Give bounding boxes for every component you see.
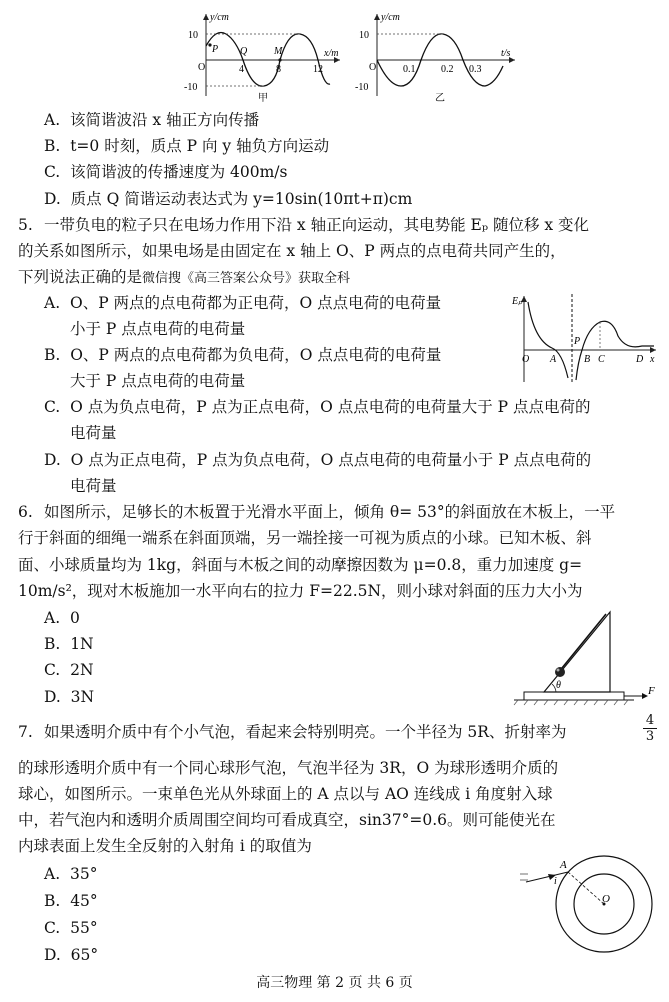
jia-point-p: P [212, 44, 219, 55]
q4-option-d: D. 质点 Q 简谐运动表达式为 y=10sin(10πt+π)cm [44, 190, 413, 208]
yi-x-label: t/s [501, 48, 511, 59]
figure-vibration-yi [355, 8, 525, 103]
q4-option-b: B. t=0 时刻，质点 P 向 y 轴负方向运动 [44, 137, 330, 155]
q4-option-c: C. 该简谐波的传播速度为 400m/s [44, 163, 288, 181]
q5-option-d: D. O 点为正点电荷，P 点为负点电荷，O 点点电荷的电荷量小于 P 点点电荷的 [44, 451, 592, 469]
figure-sphere [516, 852, 656, 962]
jia-caption: 甲 [258, 93, 268, 103]
jia-y-label: y/cm [210, 12, 229, 23]
q6-stem-line-2: 行于斜面的细绳一端系在斜面顶端，另一端拴接一可视为质点的小球。已知木板、斜 [18, 529, 592, 547]
jia-tick-y-bottom: -10 [184, 82, 198, 93]
q7-number: 7. [18, 723, 33, 741]
q7-option-a: A. 35° [44, 865, 98, 883]
q7-stem-line-2: 的球形透明介质中有一个同心球形气泡，气泡半径为 3R，O 为球形透明介质的 [18, 759, 559, 777]
jia-tick-y-top: 10 [188, 30, 198, 41]
q7-stem-line-1: 如果透明介质中有个小气泡，看起来会特别明亮。一个半径为 5R、折射率为 [44, 723, 567, 741]
q6-stem-line-1: 如图所示，足够长的木板置于光滑水平面上，倾角 θ= 53°的斜面放在木板上，一平 [44, 503, 616, 521]
ep-point-o: O [522, 354, 530, 365]
q7-stem-line-4: 中，若气泡内和透明介质周围空间均可看成真空，sin37°=0.6。则可能使光在 [18, 811, 556, 829]
yi-y-label: y/cm [381, 12, 400, 23]
q5-option-a-cont: 小于 P 点点电荷的电荷量 [70, 320, 246, 338]
yi-origin: O [369, 62, 377, 73]
jia-origin: O [198, 62, 206, 73]
q6-stem-line-4: 10m/s²，现对木板施加一水平向右的拉力 F=22.5N，则小球对斜面的压力大小为 [18, 582, 583, 600]
q6-number: 6. [18, 503, 33, 521]
jia-tick-x-12: 12 [313, 64, 323, 75]
figure-wave-jia [180, 8, 350, 103]
q6-option-c: C. 2N [44, 661, 94, 679]
figure-ep-x [512, 292, 660, 384]
yi-caption: 乙 [435, 93, 445, 103]
q6-stem-line-3: 面、小球质量均为 1kg，斜面与木板之间的动摩擦因数为 μ=0.8，重力加速度 g= [18, 556, 583, 574]
ep-point-a: A [550, 354, 557, 365]
yi-tick-x-2: 0.2 [441, 64, 454, 75]
q7-option-b: B. 45° [44, 892, 98, 910]
q5-option-c: C. O 点为负点电荷，P 点为正点电荷，O 点点电荷的电荷量大于 P 点点电荷的 [44, 398, 591, 416]
q5-stem-line-2: 的关系如图所示，如果电场是由固定在 x 轴上 O、P 两点的点电荷共同产生的， [18, 242, 566, 260]
q7-stem-line-5: 内球表面上发生全反射的入射角 i 的取值为 [18, 837, 312, 855]
ep-point-p: P [574, 336, 581, 347]
yi-tick-x-1: 0.1 [403, 64, 416, 75]
jia-point-m: M [274, 46, 283, 57]
q4-option-a: A. 该简谐波沿 x 轴正方向传播 [44, 111, 260, 129]
sphere-center-o: O [602, 893, 610, 905]
q5-option-a: A. O、P 两点的点电荷都为正电荷，O 点点电荷的电荷量 [44, 294, 442, 312]
jia-tick-x-8: 8 [276, 64, 281, 75]
q7-fraction: 4 3 [643, 713, 657, 744]
ep-x-label: x [650, 354, 655, 365]
incline-force: F [648, 685, 655, 697]
incline-angle: θ [556, 680, 561, 691]
jia-x-label: x/m [324, 48, 339, 59]
q7-option-d: D. 65° [44, 946, 99, 964]
jia-point-q: Q [240, 46, 248, 57]
sphere-point-a: A [560, 859, 567, 871]
yi-tick-y-bottom: -10 [355, 82, 369, 93]
q5-stem-line-1: 一带负电的粒子只在电场力作用下沿 x 轴正向运动，其电势能 Eₚ 随位移 x 变化 [44, 216, 590, 234]
ep-point-c: C [598, 354, 605, 365]
q5-option-b: B. O、P 两点的点电荷都为负电荷，O 点点电荷的电荷量 [44, 346, 442, 364]
q5-option-b-cont: 大于 P 点点电荷的电荷量 [70, 372, 246, 390]
page-footer: 高三物理 第 2 页 共 6 页 [256, 975, 413, 991]
yi-tick-x-3: 0.3 [469, 64, 482, 75]
yi-tick-y-top: 10 [359, 30, 369, 41]
q5-stem-line-3: 下列说法正确的是微信搜《高三答案公众号》获取全科 [18, 268, 351, 286]
q6-option-b: B. 1N [44, 635, 94, 653]
q5-number: 5. [18, 216, 33, 234]
q5-option-c-cont: 电荷量 [70, 424, 117, 442]
q6-option-a: A. 0 [44, 609, 80, 627]
q5-option-d-cont: 电荷量 [70, 477, 117, 495]
sphere-angle-i: i [554, 876, 557, 887]
q5-watermark: 微信搜《高三答案公众号》获取全科 [142, 271, 351, 286]
jia-tick-x-4: 4 [239, 64, 244, 75]
q6-option-d: D. 3N [44, 688, 95, 706]
ep-y-label: Eₚ [512, 296, 523, 307]
q7-option-c: C. 55° [44, 919, 98, 937]
ep-point-b: B [584, 354, 591, 365]
figure-incline [510, 608, 660, 710]
q7-stem-line-3: 球心，如图所示。一束单色光从外球面上的 A 点以与 AO 连线成 i 角度射入球 [18, 785, 553, 803]
ep-point-d: D [636, 354, 644, 365]
